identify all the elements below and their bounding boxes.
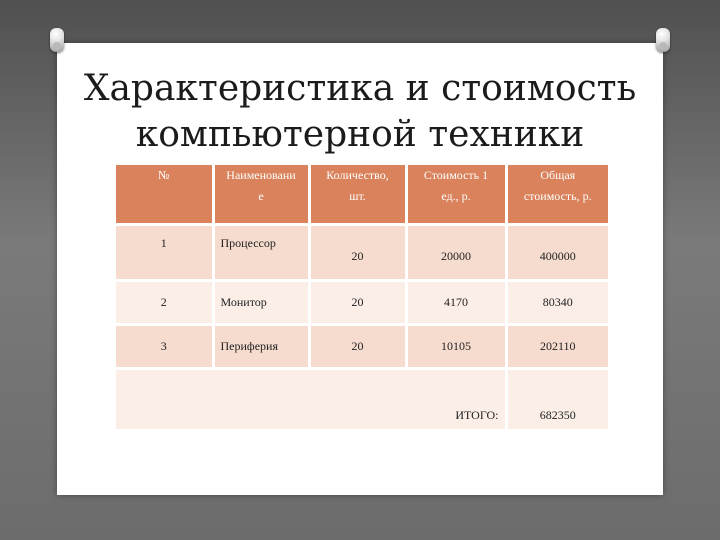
pushpin-icon xyxy=(656,28,670,52)
header-qty xyxy=(309,165,406,225)
header-qty-line2: шт. xyxy=(349,189,366,203)
header-price-line2: ед., р. xyxy=(441,189,471,203)
cell-qty: 20 xyxy=(309,225,406,281)
table-row xyxy=(116,281,608,325)
table-row xyxy=(116,225,608,281)
table-row xyxy=(116,325,608,369)
header-price xyxy=(406,165,506,225)
cell-name: Монитор xyxy=(213,281,309,325)
cell-price: 20000 xyxy=(406,225,506,281)
table-total-row xyxy=(116,369,608,429)
cell-num: 2 xyxy=(116,281,213,325)
cell-total: 400000 xyxy=(506,225,608,281)
title-line-1: Характеристика и стоимость xyxy=(83,68,637,109)
cell-num: 1 xyxy=(116,225,213,281)
cell-qty: 20 xyxy=(309,325,406,369)
header-total-line2: стоимость, р. xyxy=(523,189,592,203)
total-label: ИТОГО: xyxy=(116,369,506,429)
cell-num: 3 xyxy=(116,325,213,369)
header-num-text: № xyxy=(158,168,170,182)
pushpin-icon xyxy=(50,28,64,52)
header-name-line2: е xyxy=(258,189,264,203)
header-price-line1: Стоимость 1 xyxy=(423,168,489,182)
cell-name: Периферия xyxy=(213,325,309,369)
cell-name: Процессор xyxy=(213,225,309,281)
header-name xyxy=(213,165,309,225)
header-num xyxy=(116,165,213,225)
header-total xyxy=(506,165,608,225)
cell-price: 4170 xyxy=(406,281,506,325)
slide-title xyxy=(57,66,663,158)
header-qty-line1: Количество, xyxy=(326,168,389,182)
title-line-2: компьютерной техники xyxy=(135,114,585,155)
total-value: 682350 xyxy=(506,369,608,429)
cell-qty: 20 xyxy=(309,281,406,325)
cell-total: 202110 xyxy=(506,325,608,369)
table-header-row xyxy=(116,165,608,225)
cell-price: 10105 xyxy=(406,325,506,369)
header-total-line1: Общая xyxy=(540,168,576,182)
cell-total: 80340 xyxy=(506,281,608,325)
cost-table xyxy=(116,165,608,429)
header-name-line1: Наименовани xyxy=(226,168,296,182)
